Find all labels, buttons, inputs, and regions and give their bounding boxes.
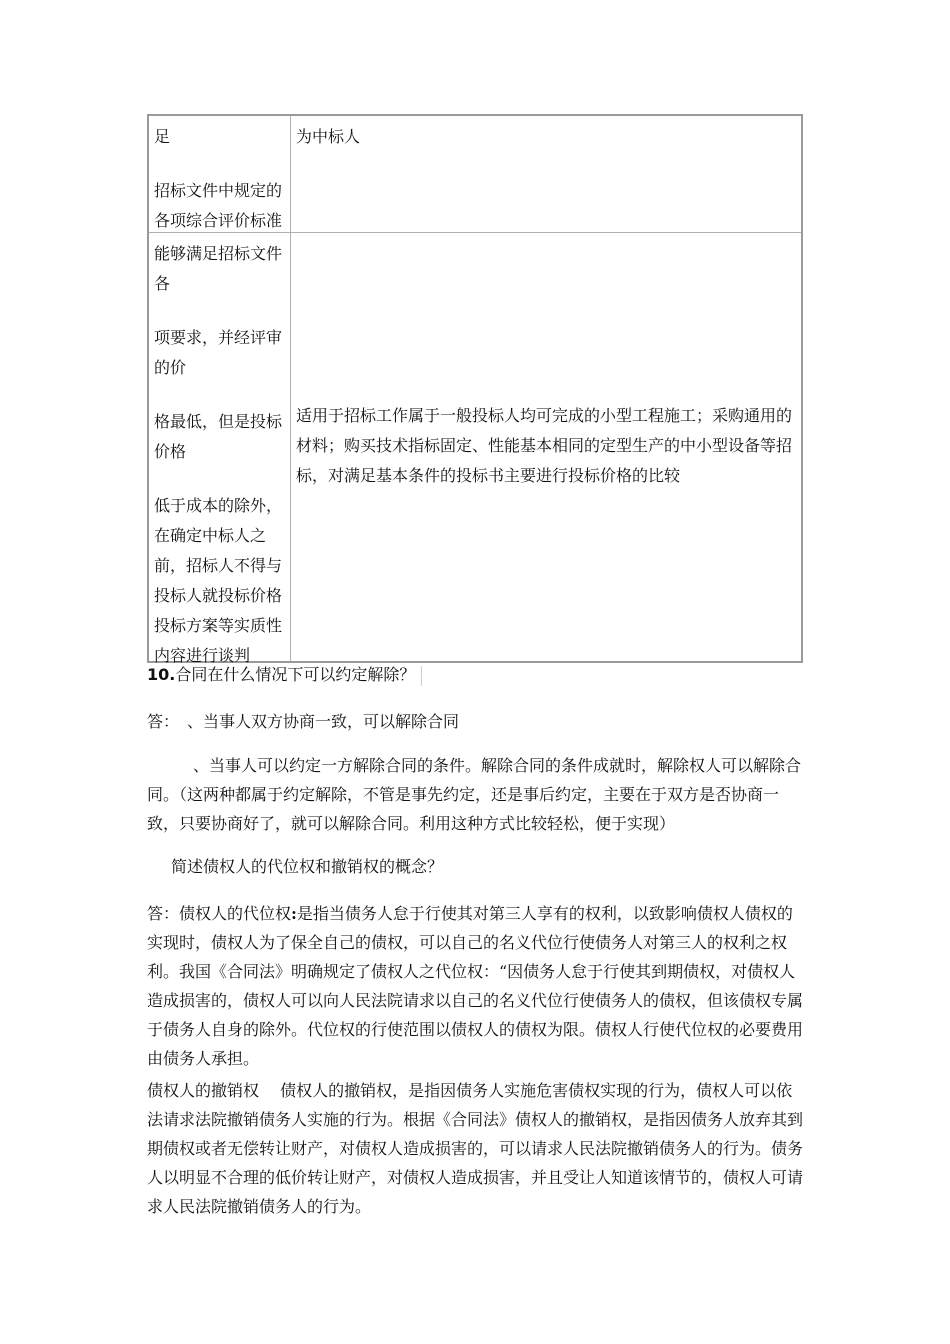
- answer-paragraph: [147, 899, 807, 1073]
- table-row: [149, 232, 801, 665]
- cell-text: 招标文件中规定的各项综合评价标准: [154, 181, 283, 230]
- cell-spacer: [154, 299, 288, 323]
- answer-colon: :: [291, 904, 297, 923]
- answer-lead: 答：债权人的代位权: [147, 904, 292, 923]
- table-cell-criteria: [149, 233, 291, 665]
- table-cell-criteria: [149, 116, 291, 232]
- cell-spacer: [154, 467, 288, 491]
- answer-body: 是指当债务人怠于行使其对第三人享有的权利，以致影响债权人债权的实现时，债权人为了保全自己的债权，可以自己的名义代位行使债务人对第三人的权利之权利。我国《合同法》明确规定了债权人之代位权：“因债务人怠于行使其到期债权，对债权人造成损害的，债权人可以向人民法院请求以自己的名义代位行使债务人的债权，但该债权专属于债务人自身的除外。代位权的行使范围以债权人的债权为限。债权人行使代位权的必要费用由债务人承担。: [147, 904, 804, 1068]
- table-row: [149, 116, 801, 232]
- answer-paragraph: 答： 、当事人双方协商一致，可以解除合同: [147, 712, 460, 731]
- question-heading: 简述债权人的代位权和撤销权的概念？: [171, 857, 444, 876]
- cell-text: 低于成本的除外，在确定中标人之前，招标人不得与投标人就投标价格投标方案等实质性内容进行谈判: [154, 496, 283, 665]
- cell-text: 足: [154, 127, 171, 146]
- cell-spacer: [154, 383, 288, 407]
- criteria-table: [147, 114, 803, 663]
- cell-spacer: [154, 152, 288, 176]
- table-cell-description: 为中标人: [296, 127, 361, 146]
- question-number: 10.: [147, 665, 176, 684]
- cell-text: 能够满足招标文件各: [154, 244, 283, 293]
- table-cell-description: 适用于招标工作属于一般投标人均可完成的小型工程施工；采购通用的材料；购买技术指标固定、性能基本相同的定型生产的中小型设备等招标，对满足基本条件的投标书主要进行投标价格的比较: [296, 406, 793, 485]
- cursor-divider: [421, 666, 422, 686]
- cell-text: 格最低，但是投标价格: [154, 412, 283, 461]
- answer-paragraph: 、当事人可以约定一方解除合同的条件。解除合同的条件成就时，解除权人可以解除合同。（这两种都属于约定解除，不管是事先约定，还是事后约定，主要在于双方是否协商一致，只要协商好了，就可以解除合同。利用这种方式比较轻松，便于实现）: [147, 756, 802, 833]
- answer-paragraph: 债权人的撤销权 债权人的撤销权，是指因债务人实施危害债权实现的行为，债权人可以依法请求法院撤销债务人实施的行为。根据《合同法》债权人的撤销权，是指因债务人放弃其到期债权或者无偿转让财产，对债权人造成损害的，可以请求人民法院撤销债务人的行为。债务人以明显不合理的低价转让财产，对债权人造成损害，并且受让人知道该情节的，债权人可请求人民法院撤销债务人的行为。: [147, 1081, 804, 1216]
- question-text: 合同在什么情况下可以约定解除？: [175, 665, 416, 684]
- cell-text: 项要求，并经评审的价: [154, 328, 283, 377]
- question-10: [147, 660, 807, 689]
